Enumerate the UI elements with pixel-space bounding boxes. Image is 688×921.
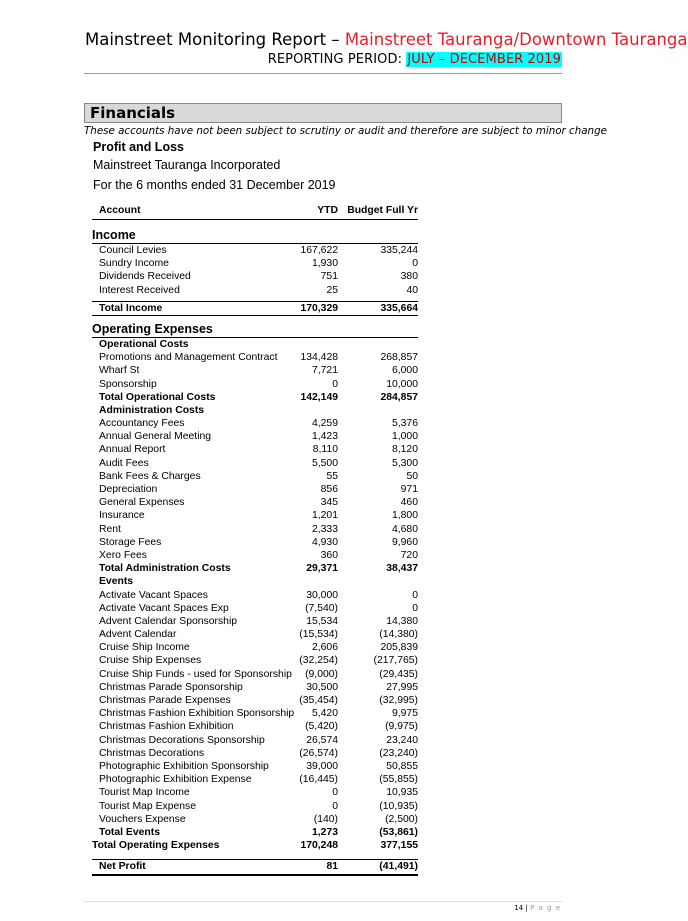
events-account: Advent Calendar	[99, 629, 177, 641]
total-operational-ytd: 142,149	[300, 391, 338, 403]
income-account: Council Levies	[99, 245, 167, 256]
admin-budget: 50	[406, 470, 418, 482]
admin-budget: 1,800	[391, 510, 418, 522]
events-ytd: 26,574	[306, 734, 338, 746]
page-separator: |	[523, 904, 531, 912]
events-row	[92, 773, 418, 786]
admin-ytd: 8,110	[312, 444, 338, 456]
operational-budget: 268,857	[380, 352, 418, 364]
events-row	[92, 694, 418, 707]
events-ytd: 39,000	[306, 760, 338, 772]
header-divider	[84, 73, 562, 74]
admin-row	[92, 509, 418, 522]
operational-budget: 6,000	[391, 365, 418, 377]
events-ytd: (35,454)	[299, 695, 338, 706]
events-account: Activate Vacant Spaces Exp	[99, 602, 229, 614]
expenses-heading: Operating Expenses	[92, 321, 213, 336]
expenses-heading-row	[92, 322, 418, 338]
total-admin-ytd: 29,371	[306, 563, 338, 575]
events-ytd: 15,534	[306, 615, 338, 627]
statement-period: For the 6 months ended 31 December 2019	[93, 178, 336, 192]
total-admin-budget: 38,437	[386, 563, 418, 575]
income-row	[92, 257, 418, 270]
total-events-budget: (53,861)	[379, 826, 418, 838]
income-row	[92, 270, 418, 283]
events-ytd: 5,420	[311, 708, 338, 720]
total-income-budget: 335,664	[380, 302, 418, 314]
admin-budget: 1,000	[391, 431, 418, 443]
header-title-highlight: Mainstreet Tauranga/Downtown Tauranga	[344, 30, 688, 49]
admin-budget: 4,680	[391, 523, 418, 535]
events-budget: 205,839	[380, 642, 418, 654]
statement-title: Profit and Loss	[93, 140, 184, 154]
events-row	[92, 707, 418, 720]
total-events-label: Total Events	[99, 826, 161, 838]
events-heading: Events	[99, 576, 134, 588]
admin-budget: 5,376	[391, 418, 418, 430]
events-budget: (23,240)	[379, 747, 418, 759]
admin-ytd: 2,333	[311, 523, 338, 535]
events-account: Photographic Exhibition Expense	[99, 774, 252, 786]
events-budget: 50,855	[386, 760, 418, 772]
events-ytd: (32,254)	[299, 655, 338, 667]
admin-ytd: 1,201	[311, 510, 338, 522]
profit-loss-table	[92, 203, 418, 876]
admin-budget: 460	[400, 497, 418, 509]
events-row	[92, 602, 418, 615]
admin-account: Audit Fees	[99, 457, 149, 469]
section-heading-box	[84, 103, 562, 123]
admin-account: Bank Fees & Charges	[99, 470, 201, 482]
events-row	[92, 800, 418, 813]
income-ytd: 25	[326, 284, 338, 296]
footer-divider	[84, 901, 562, 902]
disclaimer-note: These accounts have not been subject to scrutiny or audit and therefore are subject to minor change	[84, 125, 607, 137]
admin-rows	[92, 417, 418, 562]
operational-ytd: 134,428	[300, 352, 338, 364]
admin-budget: 8,120	[391, 444, 418, 456]
events-budget: (10,935)	[379, 800, 418, 812]
admin-account: Annual General Meeting	[99, 431, 212, 443]
admin-ytd: 856	[320, 484, 338, 495]
events-ytd: 0	[332, 787, 338, 799]
admin-account: Xero Fees	[99, 549, 147, 561]
admin-account: Storage Fees	[99, 536, 162, 548]
income-account: Dividends Received	[99, 271, 191, 283]
admin-ytd: 4,930	[311, 536, 338, 548]
events-account: Cruise Ship Funds - used for Sponsorship	[99, 668, 292, 680]
admin-ytd: 360	[320, 549, 338, 561]
events-heading-row	[92, 575, 418, 588]
operational-heading-row	[92, 338, 418, 351]
net-profit-budget: (41,491)	[379, 861, 418, 873]
events-budget: (55,855)	[379, 774, 418, 786]
operational-row	[92, 364, 418, 377]
header-title-prefix: Mainstreet Monitoring Report –	[85, 30, 345, 49]
total-income-label: Total Income	[99, 302, 163, 314]
events-account: Activate Vacant Spaces	[99, 589, 208, 601]
admin-row	[92, 417, 418, 430]
admin-row	[92, 430, 418, 443]
report-header-title	[85, 30, 688, 49]
income-row	[92, 244, 418, 257]
events-row	[92, 734, 418, 747]
total-expenses-budget: 377,155	[380, 840, 418, 852]
page-footer	[514, 904, 561, 912]
income-budget: 40	[406, 284, 418, 296]
admin-budget: 5,300	[391, 457, 418, 469]
events-budget: 0	[412, 589, 418, 601]
admin-ytd: 5,500	[311, 457, 338, 469]
total-income-ytd: 170,329	[300, 302, 338, 314]
events-budget: (217,765)	[373, 655, 418, 667]
events-budget: 0	[412, 602, 418, 614]
operational-rows	[92, 351, 418, 391]
income-ytd: 751	[320, 271, 338, 283]
events-account: Advent Calendar Sponsorship	[99, 615, 238, 627]
page-word: P a g e	[530, 904, 561, 912]
operational-ytd: 0	[332, 378, 338, 390]
reporting-period	[268, 52, 562, 67]
admin-budget: 971	[400, 484, 418, 495]
total-operational-label: Total Operational Costs	[99, 391, 216, 403]
events-account: Christmas Fashion Exhibition Sponsorship	[99, 708, 295, 720]
income-ytd: 167,622	[300, 245, 338, 256]
admin-ytd: 345	[320, 497, 338, 509]
operational-row	[92, 351, 418, 364]
total-operational-budget: 284,857	[380, 391, 418, 403]
admin-account: Insurance	[99, 510, 145, 522]
events-account: Vouchers Expense	[99, 813, 186, 825]
events-row	[92, 654, 418, 667]
admin-account: Accountancy Fees	[99, 418, 185, 430]
period-label: REPORTING PERIOD:	[267, 52, 407, 67]
admin-account: Rent	[99, 523, 121, 535]
events-account: Christmas Parade Sponsorship	[99, 681, 243, 693]
events-row	[92, 628, 418, 641]
column-header-row	[92, 203, 418, 220]
operational-account: Sponsorship	[99, 378, 157, 390]
events-row	[92, 813, 418, 826]
income-budget: 0	[412, 258, 418, 270]
col-account: Account	[99, 205, 141, 216]
period-value: JULY – DECEMBER 2019	[407, 52, 561, 67]
total-operating-expenses-row	[92, 839, 418, 852]
events-rows	[92, 589, 418, 826]
operational-heading: Operational Costs	[99, 338, 189, 350]
events-budget: (14,380)	[379, 629, 418, 641]
organisation-name: Mainstreet Tauranga Incorporated	[93, 158, 281, 172]
admin-row	[92, 523, 418, 536]
admin-ytd: 4,259	[311, 418, 338, 430]
events-account: Tourist Map Expense	[99, 800, 197, 812]
events-row	[92, 589, 418, 602]
income-heading-row	[92, 228, 418, 244]
events-row	[92, 641, 418, 654]
section-heading: Financials	[90, 104, 176, 122]
admin-row	[92, 496, 418, 509]
events-ytd: (5,420)	[305, 721, 338, 733]
total-operational-row	[92, 391, 418, 404]
events-account: Christmas Fashion Exhibition	[99, 721, 234, 733]
events-ytd: 0	[332, 800, 338, 812]
events-account: Christmas Parade Expenses	[99, 695, 231, 706]
admin-ytd: 55	[326, 470, 338, 482]
operational-row	[92, 378, 418, 391]
income-account: Sundry Income	[99, 258, 169, 270]
events-budget: (9,975)	[385, 721, 418, 733]
events-account: Photographic Exhibition Sponsorship	[99, 760, 269, 772]
events-budget: 27,995	[386, 681, 418, 693]
events-ytd: (9,000)	[305, 668, 338, 680]
total-admin-label: Total Administration Costs	[99, 563, 231, 575]
operational-budget: 10,000	[386, 378, 418, 390]
col-budget: Budget Full Yr	[347, 205, 418, 216]
events-row	[92, 668, 418, 681]
events-ytd: 30,000	[306, 589, 338, 601]
events-budget: (29,435)	[379, 668, 418, 680]
events-ytd: (140)	[313, 813, 338, 825]
operational-ytd: 7,721	[311, 365, 338, 377]
total-income-row	[92, 301, 418, 316]
admin-row	[92, 470, 418, 483]
admin-row	[92, 457, 418, 470]
operational-account: Wharf St	[99, 365, 140, 377]
total-expenses-ytd: 170,248	[300, 840, 338, 852]
events-account: Christmas Decorations	[99, 747, 205, 759]
admin-row	[92, 443, 418, 456]
events-account: Tourist Map Income	[99, 787, 190, 799]
admin-account: General Expenses	[99, 497, 185, 509]
admin-heading: Administration Costs	[99, 404, 205, 416]
events-budget: 14,380	[386, 615, 418, 627]
total-events-ytd: 1,273	[311, 826, 338, 838]
total-events-row	[92, 826, 418, 839]
total-admin-row	[92, 562, 418, 575]
page-number: 14	[514, 904, 524, 912]
income-rows	[92, 244, 418, 297]
admin-budget: 720	[400, 549, 418, 561]
operational-account: Promotions and Management Contract	[99, 352, 278, 364]
net-profit-row	[92, 859, 418, 876]
events-ytd: 30,500	[306, 681, 338, 693]
events-row	[92, 747, 418, 760]
events-budget: 10,935	[386, 787, 418, 799]
events-ytd: 2,606	[311, 642, 338, 654]
events-budget: 23,240	[386, 734, 418, 746]
admin-account: Annual Report	[99, 444, 166, 456]
admin-account: Depreciation	[99, 484, 158, 495]
admin-budget: 9,960	[391, 536, 418, 548]
events-row	[92, 760, 418, 773]
events-budget: (32,995)	[379, 695, 418, 706]
income-row	[92, 284, 418, 297]
events-ytd: (26,574)	[299, 747, 338, 759]
events-account: Cruise Ship Expenses	[99, 655, 202, 667]
events-row	[92, 786, 418, 799]
events-ytd: (15,534)	[299, 629, 338, 641]
admin-row	[92, 549, 418, 562]
events-budget: (2,500)	[385, 813, 418, 825]
income-ytd: 1,930	[311, 258, 338, 270]
col-ytd: YTD	[317, 205, 338, 216]
events-row	[92, 720, 418, 733]
admin-row	[92, 536, 418, 549]
admin-ytd: 1,423	[311, 431, 338, 443]
events-row	[92, 681, 418, 694]
total-expenses-label: Total Operating Expenses	[92, 840, 220, 852]
income-heading: Income	[92, 228, 136, 242]
events-budget: 9,975	[391, 708, 418, 720]
income-budget: 335,244	[380, 245, 418, 256]
events-row	[92, 615, 418, 628]
events-ytd: (16,445)	[299, 774, 338, 786]
income-budget: 380	[400, 271, 418, 283]
admin-row	[92, 483, 418, 496]
net-profit-label: Net Profit	[99, 861, 146, 873]
events-account: Christmas Decorations Sponsorship	[99, 734, 265, 746]
events-account: Cruise Ship Income	[99, 642, 190, 654]
net-profit-ytd: 81	[326, 861, 338, 873]
income-account: Interest Received	[99, 284, 180, 296]
admin-heading-row	[92, 404, 418, 417]
events-ytd: (7,540)	[305, 602, 338, 614]
